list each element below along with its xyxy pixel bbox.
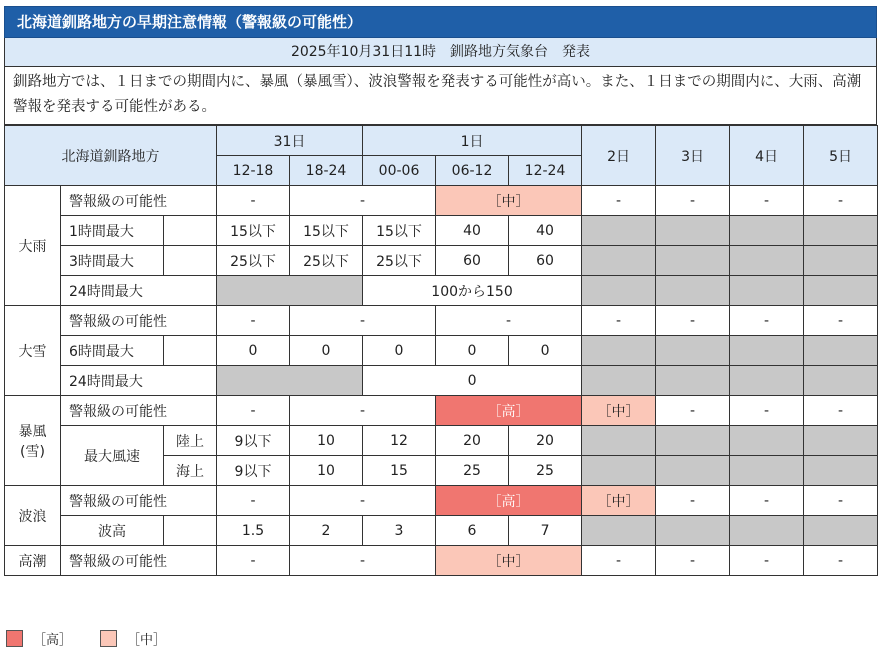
waves-possibility-label: 警報級の可能性: [61, 486, 217, 516]
value-cell: 15: [363, 456, 436, 486]
no-data-cell: [804, 246, 878, 276]
header-period: 12-24: [509, 156, 582, 186]
possibility-cell: -: [290, 306, 436, 336]
header-period: 06-12: [436, 156, 509, 186]
possibility-cell: -: [217, 546, 290, 576]
storm-surge-label: 高潮: [5, 546, 61, 576]
value-cell: 0: [436, 336, 509, 366]
possibility-cell: -: [217, 306, 290, 336]
possibility-cell: -: [217, 396, 290, 426]
value-cell: 25: [436, 456, 509, 486]
possibility-cell: -: [730, 306, 804, 336]
no-data-cell: [217, 366, 363, 396]
value-cell: 0: [509, 336, 582, 366]
possibility-cell: -: [290, 396, 436, 426]
no-data-cell: [804, 216, 878, 246]
value-cell: 0: [363, 366, 582, 396]
possibility-high-cell: ［高］: [436, 396, 582, 426]
header-day-2: 2日: [582, 126, 656, 186]
value-cell: 0: [290, 336, 363, 366]
value-cell: 15以下: [290, 216, 363, 246]
possibility-cell: -: [730, 486, 804, 516]
value-cell: 10: [290, 456, 363, 486]
no-data-cell: [730, 426, 804, 456]
no-data-cell: [582, 246, 656, 276]
rain-24h-label: 24時間最大: [61, 276, 217, 306]
header-period: 12-18: [217, 156, 290, 186]
legend-high-swatch: [6, 630, 23, 647]
value-cell: 3: [363, 516, 436, 546]
no-data-cell: [730, 276, 804, 306]
snow-possibility-label: 警報級の可能性: [61, 306, 217, 336]
possibility-cell: -: [730, 186, 804, 216]
header-day-1: 1日: [363, 126, 582, 156]
value-cell: 100から150: [363, 276, 582, 306]
value-cell: 7: [509, 516, 582, 546]
no-data-cell: [804, 366, 878, 396]
no-data-cell: [656, 216, 730, 246]
possibility-mid-cell: ［中］: [582, 396, 656, 426]
surge-possibility-label: 警報級の可能性: [61, 546, 217, 576]
value-cell: 0: [217, 336, 290, 366]
no-data-cell: [582, 456, 656, 486]
empty-cell: [164, 246, 217, 276]
no-data-cell: [656, 426, 730, 456]
possibility-cell: -: [656, 396, 730, 426]
no-data-cell: [582, 366, 656, 396]
possibility-cell: -: [656, 546, 730, 576]
value-cell: 20: [436, 426, 509, 456]
value-cell: 40: [509, 216, 582, 246]
storm-label-line1: 暴風: [18, 423, 47, 440]
possibility-cell: -: [217, 186, 290, 216]
waves-label: 波浪: [5, 486, 61, 546]
possibility-cell: -: [217, 486, 290, 516]
no-data-cell: [730, 456, 804, 486]
value-cell: 6: [436, 516, 509, 546]
value-cell: 25以下: [363, 246, 436, 276]
value-cell: 60: [509, 246, 582, 276]
value-cell: 12: [363, 426, 436, 456]
possibility-cell: -: [804, 546, 878, 576]
legend-mid-label: ［中］: [127, 633, 167, 648]
storm-possibility-label: 警報級の可能性: [61, 396, 217, 426]
no-data-cell: [656, 366, 730, 396]
no-data-cell: [582, 276, 656, 306]
no-data-cell: [656, 336, 730, 366]
value-cell: 25以下: [290, 246, 363, 276]
header-period: 18-24: [290, 156, 363, 186]
possibility-cell: -: [804, 396, 878, 426]
empty-cell: [164, 336, 217, 366]
no-data-cell: [804, 456, 878, 486]
no-data-cell: [656, 246, 730, 276]
header-region: 北海道釧路地方: [5, 126, 217, 186]
no-data-cell: [730, 216, 804, 246]
storm-label: [5, 396, 61, 486]
heavy-snow-label: 大雪: [5, 306, 61, 396]
possibility-cell: -: [436, 306, 582, 336]
empty-cell: [164, 216, 217, 246]
value-cell: 2: [290, 516, 363, 546]
no-data-cell: [730, 246, 804, 276]
header-day-31: 31日: [217, 126, 363, 156]
summary-text: 釧路地方では、１日までの期間内に、暴風（暴風雪）、波浪警報を発表する可能性が高い。また、１日までの期間内に、大雨、高潮警報を発表する可能性がある。: [4, 67, 877, 125]
possibility-cell: -: [290, 546, 436, 576]
possibility-cell: -: [290, 186, 436, 216]
no-data-cell: [804, 276, 878, 306]
no-data-cell: [730, 336, 804, 366]
snow-24h-label: 24時間最大: [61, 366, 217, 396]
value-cell: 25: [509, 456, 582, 486]
possibility-cell: -: [730, 396, 804, 426]
value-cell: 10: [290, 426, 363, 456]
possibility-cell: -: [290, 486, 436, 516]
value-cell: 0: [363, 336, 436, 366]
possibility-high-cell: ［高］: [436, 486, 582, 516]
header-period: 00-06: [363, 156, 436, 186]
value-cell: 40: [436, 216, 509, 246]
possibility-cell: -: [656, 486, 730, 516]
possibility-cell: -: [804, 186, 878, 216]
rain-1h-label: 1時間最大: [61, 216, 164, 246]
possibility-cell: -: [804, 486, 878, 516]
possibility-cell: -: [656, 306, 730, 336]
no-data-cell: [730, 516, 804, 546]
no-data-cell: [804, 516, 878, 546]
sea-label: 海上: [164, 456, 217, 486]
no-data-cell: [656, 516, 730, 546]
heavy-rain-label: 大雨: [5, 186, 61, 306]
header-day-5: 5日: [804, 126, 878, 186]
no-data-cell: [217, 276, 363, 306]
possibility-mid-cell: ［中］: [436, 546, 582, 576]
early-warning-panel: [4, 6, 877, 576]
possibility-cell: -: [582, 306, 656, 336]
no-data-cell: [656, 276, 730, 306]
value-cell: 15以下: [217, 216, 290, 246]
no-data-cell: [582, 216, 656, 246]
empty-cell: [164, 516, 217, 546]
value-cell: 9以下: [217, 456, 290, 486]
max-wind-label: 最大風速: [61, 426, 164, 486]
no-data-cell: [804, 336, 878, 366]
snow-6h-label: 6時間最大: [61, 336, 164, 366]
storm-label-line2: (雪): [20, 443, 45, 460]
no-data-cell: [804, 426, 878, 456]
panel-title: 北海道釧路地方の早期注意情報（警報級の可能性）: [4, 6, 877, 38]
possibility-cell: -: [656, 186, 730, 216]
value-cell: 60: [436, 246, 509, 276]
no-data-cell: [582, 426, 656, 456]
rain-3h-label: 3時間最大: [61, 246, 164, 276]
no-data-cell: [582, 516, 656, 546]
header-day-3: 3日: [656, 126, 730, 186]
legend: [6, 629, 194, 648]
warning-table: [4, 125, 878, 576]
possibility-cell: -: [582, 546, 656, 576]
possibility-cell: -: [582, 186, 656, 216]
wave-height-label: 波高: [61, 516, 164, 546]
legend-high-label: ［高］: [33, 633, 73, 648]
possibility-cell: -: [730, 546, 804, 576]
header-day-4: 4日: [730, 126, 804, 186]
possibility-cell: -: [804, 306, 878, 336]
value-cell: 9以下: [217, 426, 290, 456]
rain-possibility-label: 警報級の可能性: [61, 186, 217, 216]
value-cell: 20: [509, 426, 582, 456]
value-cell: 1.5: [217, 516, 290, 546]
possibility-mid-cell: ［中］: [582, 486, 656, 516]
no-data-cell: [582, 336, 656, 366]
issue-info: 2025年10月31日11時 釧路地方気象台 発表: [4, 38, 877, 67]
land-label: 陸上: [164, 426, 217, 456]
value-cell: 25以下: [217, 246, 290, 276]
value-cell: 15以下: [363, 216, 436, 246]
no-data-cell: [730, 366, 804, 396]
no-data-cell: [656, 456, 730, 486]
possibility-mid-cell: ［中］: [436, 186, 582, 216]
legend-mid-swatch: [100, 630, 117, 647]
